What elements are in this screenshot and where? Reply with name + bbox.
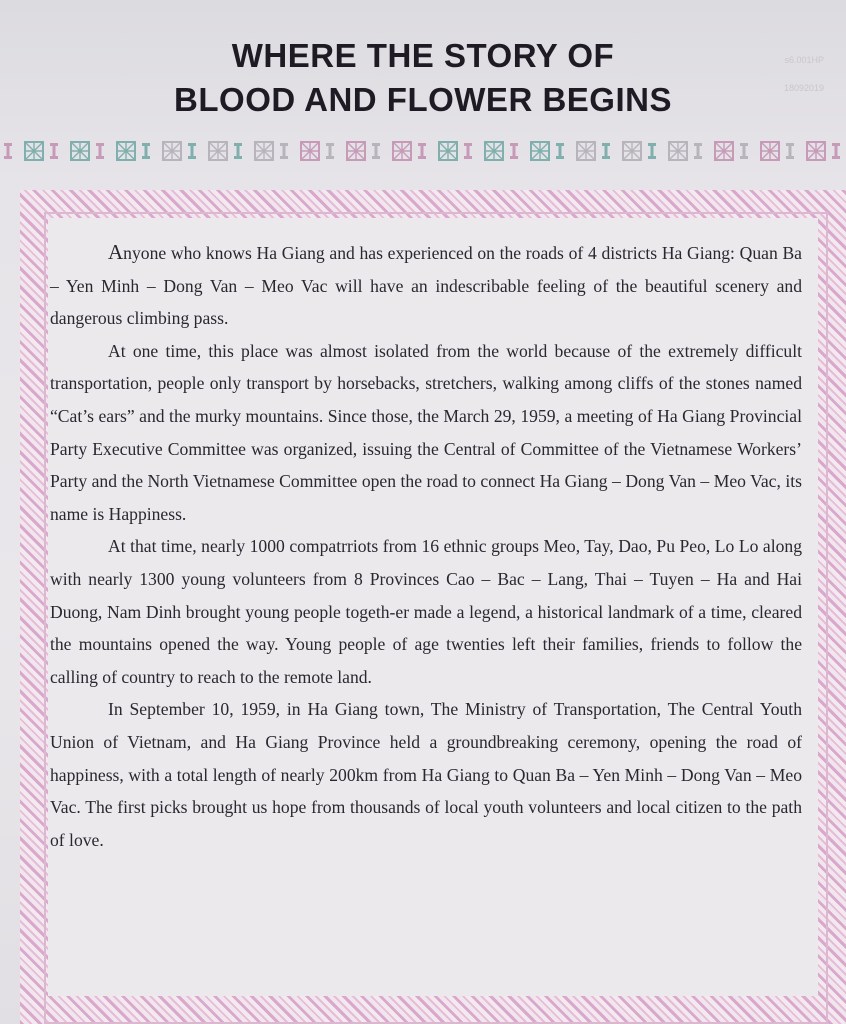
- stamp-line-2: 18092019: [783, 83, 824, 93]
- pattern-motif: [71, 142, 89, 160]
- pattern-motif: [163, 142, 181, 160]
- pattern-motif: [464, 143, 472, 159]
- pattern-motif: [234, 143, 242, 159]
- pattern-motif: [485, 142, 503, 160]
- pattern-motif: [372, 143, 380, 159]
- paragraph-4: In September 10, 1959, in Ha Giang town, The Ministry of Transportation, The Central Youth Union of Vietnam, and Ha Giang Province held a groundbreaking ceremony, opening the road of happiness, with a total length of nearly 200km from Ha Giang to Quan Ba – Yen Minh – Dong Van – Meo Vac. The first picks brought us hope from thousands of local youth volunteers and local citizen to the path of love.: [50, 699, 802, 850]
- pattern-motif: [188, 143, 196, 159]
- pattern-motif: [117, 142, 135, 160]
- pattern-motif: [669, 142, 687, 160]
- pattern-motif: [832, 143, 840, 159]
- pattern-motif: [531, 142, 549, 160]
- pattern-motif: [418, 143, 426, 159]
- paragraph-3: At that time, nearly 1000 compatrriots from 16 ethnic groups Meo, Tay, Dao, Pu Peo, Lo Lo along with nearly 1300 young volunteers from 8 Provinces Cao – Bac – Lang, Thai – Tuyen – Ha and Hai Duong, Nam Dinh brought young people togeth-er made a legend, a historical landmark of a time, cleared the mountains opened the way. Young people of age twenties left their families, friends to follow the calling of country to reach to the remote land.: [50, 536, 802, 687]
- paragraph-1-initial: A: [108, 240, 124, 264]
- paragraph-1: [50, 236, 802, 335]
- pattern-motif: [50, 143, 58, 159]
- pattern-motif: [807, 142, 825, 160]
- pattern-motif: [142, 143, 150, 159]
- pattern-motif: [393, 142, 411, 160]
- pattern-motif: [301, 142, 319, 160]
- brocade-pattern-icon: [0, 136, 846, 166]
- pattern-motif: [577, 142, 595, 160]
- pattern-motif: [740, 143, 748, 159]
- paragraph-1-text: nyone who knows Ha Giang and has experienced on the roads of 4 districts Ha Giang: Quan Ba – Yen Minh – Dong Van – Meo Vac will have an indescribable feeling of the beautiful scenery and dangerous climbing pass.: [50, 243, 802, 329]
- pattern-motif: [280, 143, 288, 159]
- pattern-motif: [347, 142, 365, 160]
- pattern-motif: [510, 143, 518, 159]
- stamp-line-1: s6.001HP: [784, 55, 824, 65]
- pattern-motif: [556, 143, 564, 159]
- pattern-motif: [786, 143, 794, 159]
- pattern-motif: [4, 143, 12, 159]
- brocade-pattern-band: [0, 136, 846, 166]
- pattern-motif: [648, 143, 656, 159]
- pattern-motif: [96, 143, 104, 159]
- pattern-motif: [326, 143, 334, 159]
- pattern-motif: [209, 142, 227, 160]
- pattern-motif: [602, 143, 610, 159]
- body-text: [50, 236, 802, 856]
- page-title: [0, 34, 846, 122]
- title-line-2: BLOOD AND FLOWER BEGINS: [174, 81, 672, 118]
- faint-stamp: [784, 46, 824, 102]
- pattern-motif: [694, 143, 702, 159]
- paragraph-2: At one time, this place was almost isolated from the world because of the extremely difficult transportation, people only transport by horsebacks, stretchers, walking among cliffs of the stones named “Cat’s ears” and the murky mountains. Since those, the March 29, 1959, a meeting of Ha Giang Provincial Party Executive Committee was organized, issuing the Central of Committee of the Vietnamese Workers’ Party and the North Vietnamese Committee open the road to connect Ha Giang – Dong Van – Meo Vac, its name is Happiness.: [50, 340, 802, 524]
- pattern-motif: [623, 142, 641, 160]
- title-line-1: WHERE THE STORY OF: [231, 37, 615, 74]
- pattern-motif: [715, 142, 733, 160]
- pattern-motif: [761, 142, 779, 160]
- pattern-motif: [439, 142, 457, 160]
- pattern-motif: [25, 142, 43, 160]
- pattern-motif: [255, 142, 273, 160]
